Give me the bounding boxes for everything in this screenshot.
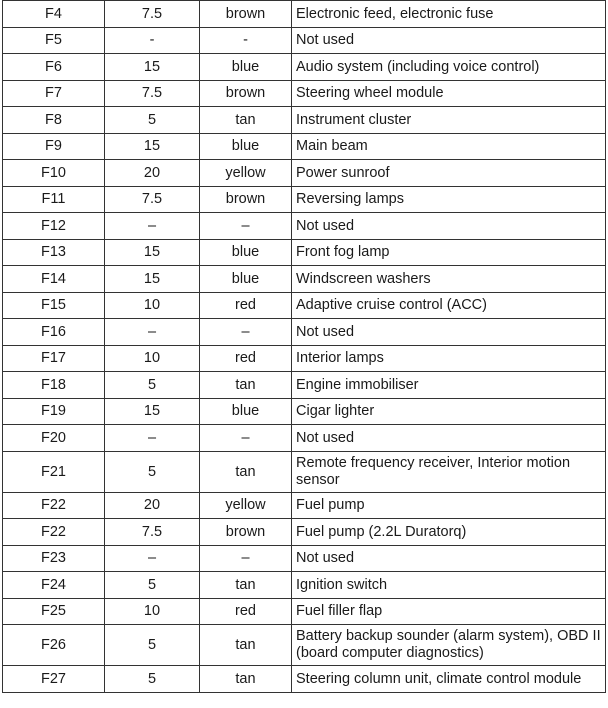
fuse-rating-cell: 7.5	[105, 187, 200, 213]
fuse-description-cell: Fuel filler flap	[292, 599, 606, 625]
fuse-colour-cell: brown	[200, 187, 292, 213]
fuse-rating-cell: 5	[105, 452, 200, 493]
fuse-colour-cell: red	[200, 599, 292, 625]
fuse-colour-cell: blue	[200, 266, 292, 293]
table-row	[3, 28, 606, 54]
fuse-colour-cell: –	[200, 425, 292, 452]
table-row	[3, 134, 606, 160]
fuse-description-cell: Ignition switch	[292, 572, 606, 599]
fuse-description-cell: Not used	[292, 425, 606, 452]
fuse-number-cell: F13	[3, 240, 105, 266]
table-row	[3, 81, 606, 107]
fuse-description-cell: Battery backup sounder (alarm system), OBD II (board computer diagnostics)	[292, 625, 606, 666]
fuse-description-cell: Remote frequency receiver, Interior motion sensor	[292, 452, 606, 493]
fuse-colour-cell: red	[200, 293, 292, 319]
fuse-rating-cell: 5	[105, 625, 200, 666]
table-row	[3, 346, 606, 372]
fuse-rating-cell: 5	[105, 572, 200, 599]
table-row	[3, 54, 606, 81]
fuse-colour-cell: red	[200, 346, 292, 372]
fuse-rating-cell: 7.5	[105, 519, 200, 546]
fuse-description-cell: Adaptive cruise control (ACC)	[292, 293, 606, 319]
fuse-rating-cell: -	[105, 28, 200, 54]
fuse-number-cell: F20	[3, 425, 105, 452]
fuse-number-cell: F22	[3, 493, 105, 519]
fuse-rating-cell: –	[105, 319, 200, 346]
fuse-rating-cell: 10	[105, 599, 200, 625]
fuse-description-cell: Windscreen washers	[292, 266, 606, 293]
table-row	[3, 107, 606, 134]
fuse-rating-cell: 5	[105, 372, 200, 399]
fuse-colour-cell: tan	[200, 372, 292, 399]
fuse-colour-cell: –	[200, 546, 292, 572]
fuse-number-cell: F4	[3, 1, 105, 28]
fuse-table-body	[3, 1, 606, 693]
fuse-description-cell: Interior lamps	[292, 346, 606, 372]
table-row	[3, 546, 606, 572]
fuse-rating-cell: –	[105, 425, 200, 452]
fuse-number-cell: F14	[3, 266, 105, 293]
fuse-description-cell: Steering column unit, climate control module	[292, 666, 606, 693]
fuse-description-cell: Steering wheel module	[292, 81, 606, 107]
fuse-description-cell: Front fog lamp	[292, 240, 606, 266]
table-row	[3, 599, 606, 625]
table-row	[3, 452, 606, 493]
fuse-number-cell: F25	[3, 599, 105, 625]
fuse-rating-cell: 7.5	[105, 81, 200, 107]
fuse-number-cell: F9	[3, 134, 105, 160]
fuse-colour-cell: –	[200, 319, 292, 346]
fuse-number-cell: F16	[3, 319, 105, 346]
fuse-number-cell: F12	[3, 213, 105, 240]
fuse-colour-cell: brown	[200, 81, 292, 107]
fuse-number-cell: F10	[3, 160, 105, 187]
fuse-number-cell: F15	[3, 293, 105, 319]
fuse-rating-cell: 20	[105, 160, 200, 187]
fuse-colour-cell: tan	[200, 625, 292, 666]
fuse-rating-cell: –	[105, 546, 200, 572]
fuse-colour-cell: brown	[200, 519, 292, 546]
fuse-rating-cell: 15	[105, 399, 200, 425]
fuse-rating-cell: 10	[105, 293, 200, 319]
table-row	[3, 493, 606, 519]
fuse-colour-cell: blue	[200, 240, 292, 266]
table-row	[3, 240, 606, 266]
fuse-rating-cell: 15	[105, 266, 200, 293]
table-row	[3, 213, 606, 240]
fuse-description-cell: Fuel pump (2.2L Duratorq)	[292, 519, 606, 546]
fuse-number-cell: F11	[3, 187, 105, 213]
table-row	[3, 266, 606, 293]
fuse-rating-cell: 10	[105, 346, 200, 372]
table-row	[3, 572, 606, 599]
fuse-number-cell: F27	[3, 666, 105, 693]
table-row	[3, 1, 606, 28]
fuse-number-cell: F21	[3, 452, 105, 493]
fuse-number-cell: F24	[3, 572, 105, 599]
fuse-description-cell: Electronic feed, electronic fuse	[292, 1, 606, 28]
fuse-description-cell: Not used	[292, 319, 606, 346]
fuse-rating-cell: 7.5	[105, 1, 200, 28]
fuse-colour-cell: tan	[200, 666, 292, 693]
fuse-number-cell: F5	[3, 28, 105, 54]
fuse-colour-cell: blue	[200, 54, 292, 81]
fuse-number-cell: F8	[3, 107, 105, 134]
table-row	[3, 519, 606, 546]
fuse-colour-cell: -	[200, 28, 292, 54]
fuse-colour-cell: blue	[200, 399, 292, 425]
fuse-colour-cell: yellow	[200, 493, 292, 519]
table-row	[3, 399, 606, 425]
fuse-colour-cell: tan	[200, 452, 292, 493]
fuse-description-cell: Reversing lamps	[292, 187, 606, 213]
fuse-number-cell: F17	[3, 346, 105, 372]
fuse-number-cell: F19	[3, 399, 105, 425]
fuse-colour-cell: tan	[200, 107, 292, 134]
table-row	[3, 293, 606, 319]
fuse-colour-cell: blue	[200, 134, 292, 160]
fuse-number-cell: F23	[3, 546, 105, 572]
fuse-rating-cell: 15	[105, 240, 200, 266]
fuse-description-cell: Engine immobiliser	[292, 372, 606, 399]
fuse-colour-cell: –	[200, 213, 292, 240]
fuse-description-cell: Main beam	[292, 134, 606, 160]
fuse-colour-cell: yellow	[200, 160, 292, 187]
fuse-rating-cell: 5	[105, 107, 200, 134]
table-row	[3, 187, 606, 213]
table-row	[3, 666, 606, 693]
fuse-number-cell: F26	[3, 625, 105, 666]
fuse-table	[2, 0, 606, 693]
fuse-description-cell: Not used	[292, 213, 606, 240]
fuse-rating-cell: –	[105, 213, 200, 240]
fuse-description-cell: Not used	[292, 28, 606, 54]
table-row	[3, 160, 606, 187]
fuse-colour-cell: brown	[200, 1, 292, 28]
table-row	[3, 319, 606, 346]
fuse-description-cell: Instrument cluster	[292, 107, 606, 134]
fuse-rating-cell: 5	[105, 666, 200, 693]
fuse-description-cell: Not used	[292, 546, 606, 572]
fuse-rating-cell: 15	[105, 134, 200, 160]
fuse-colour-cell: tan	[200, 572, 292, 599]
fuse-description-cell: Audio system (including voice control)	[292, 54, 606, 81]
fuse-number-cell: F22	[3, 519, 105, 546]
fuse-rating-cell: 20	[105, 493, 200, 519]
table-row	[3, 625, 606, 666]
fuse-rating-cell: 15	[105, 54, 200, 81]
fuse-number-cell: F7	[3, 81, 105, 107]
fuse-description-cell: Power sunroof	[292, 160, 606, 187]
fuse-description-cell: Cigar lighter	[292, 399, 606, 425]
fuse-number-cell: F18	[3, 372, 105, 399]
fuse-number-cell: F6	[3, 54, 105, 81]
table-row	[3, 372, 606, 399]
fuse-description-cell: Fuel pump	[292, 493, 606, 519]
table-row	[3, 425, 606, 452]
